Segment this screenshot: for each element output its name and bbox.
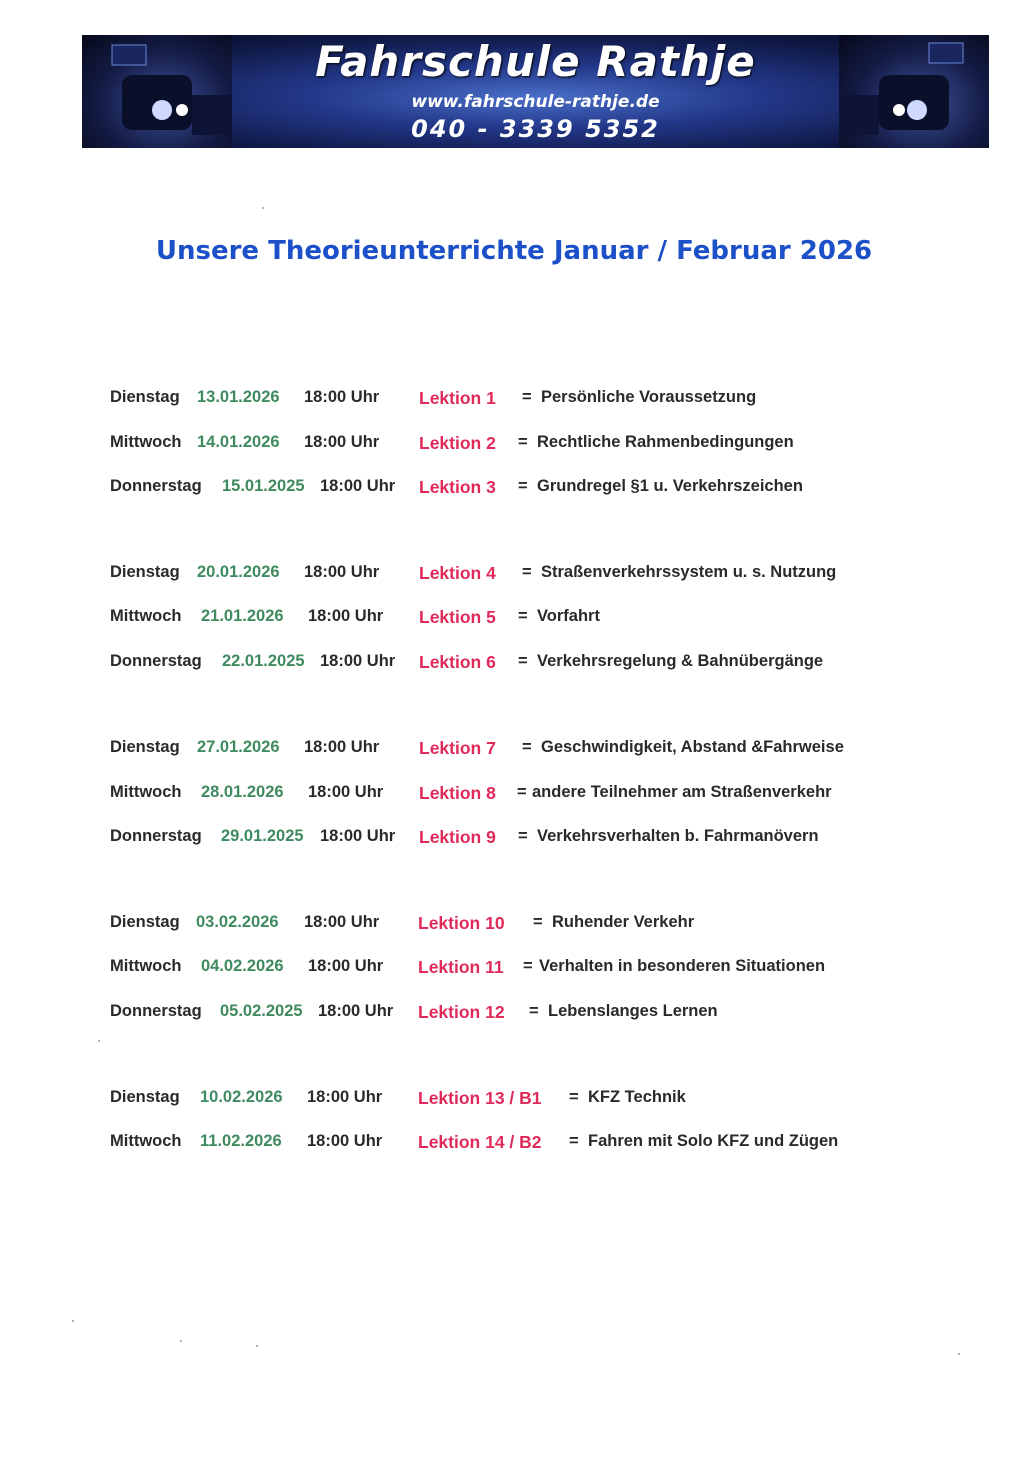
weekday: Donnerstag	[110, 652, 202, 670]
lesson-topic: andere Teilnehmer am Straßenverkehr	[532, 783, 832, 801]
time: 18:00 Uhr	[320, 827, 396, 845]
lesson-topic: Verkehrsregelung & Bahnübergänge	[537, 652, 824, 670]
schedule-row	[0, 913, 1028, 943]
time: 18:00 Uhr	[304, 433, 380, 451]
schedule-row	[0, 783, 1028, 813]
scan-speck	[180, 1340, 182, 1342]
equals-sign: =	[533, 913, 543, 931]
page-title: Unsere Theorieunterrichte Januar / Februar 2026	[155, 236, 873, 266]
lesson-number: Lektion 12	[418, 1002, 505, 1022]
schedule-row	[0, 957, 1028, 987]
schedule-row	[0, 1088, 1028, 1118]
date: 20.01.2026	[197, 563, 280, 581]
date: 29.01.2025	[221, 827, 304, 845]
weekday: Dienstag	[110, 563, 180, 581]
equals-sign: =	[522, 738, 532, 756]
date: 03.02.2026	[196, 913, 279, 931]
equals-sign: =	[522, 563, 532, 581]
date: 22.01.2025	[222, 652, 305, 670]
date: 13.01.2026	[197, 388, 280, 406]
equals-sign: =	[522, 388, 532, 406]
schedule-row	[0, 738, 1028, 768]
schedule-row	[0, 477, 1028, 507]
lesson-topic: Ruhender Verkehr	[552, 913, 695, 931]
time: 18:00 Uhr	[308, 783, 384, 801]
lesson-topic: KFZ Technik	[588, 1088, 686, 1106]
date: 15.01.2025	[222, 477, 305, 495]
schedule-row	[0, 433, 1028, 463]
lesson-topic: Verkehrsverhalten b. Fahrmanövern	[537, 827, 819, 845]
time: 18:00 Uhr	[304, 388, 380, 406]
date: 21.01.2026	[201, 607, 284, 625]
lesson-topic: Geschwindigkeit, Abstand &Fahrweise	[541, 738, 844, 756]
lesson-topic: Lebenslanges Lernen	[548, 1002, 718, 1020]
equals-sign: =	[518, 607, 528, 625]
lesson-topic: Fahren mit Solo KFZ und Zügen	[588, 1132, 839, 1150]
schedule-row	[0, 563, 1028, 593]
time: 18:00 Uhr	[318, 1002, 394, 1020]
equals-sign: =	[523, 957, 533, 975]
scan-speck	[72, 1320, 74, 1322]
schedule-row	[0, 827, 1028, 857]
lesson-number: Lektion 5	[419, 607, 496, 627]
equals-sign: =	[518, 433, 528, 451]
time: 18:00 Uhr	[320, 477, 396, 495]
schedule-row	[0, 652, 1028, 682]
date: 11.02.2026	[200, 1132, 282, 1150]
equals-sign: =	[529, 1002, 539, 1020]
scan-speck	[256, 1345, 258, 1347]
date: 05.02.2025	[220, 1002, 303, 1020]
lesson-number: Lektion 3	[419, 477, 496, 497]
weekday: Mittwoch	[110, 783, 182, 801]
lesson-number: Lektion 11	[418, 957, 504, 977]
weekday: Donnerstag	[110, 477, 202, 495]
equals-sign: =	[569, 1132, 579, 1150]
lesson-topic: Vorfahrt	[537, 607, 600, 625]
equals-sign: =	[518, 827, 528, 845]
scan-speck	[98, 1040, 100, 1042]
lesson-number: Lektion 7	[419, 738, 496, 758]
lesson-topic: Grundregel §1 u. Verkehrszeichen	[537, 477, 803, 495]
school-name: Fahrschule Rathje	[315, 37, 756, 86]
schedule-row	[0, 388, 1028, 418]
weekday: Donnerstag	[110, 1002, 202, 1020]
weekday: Dienstag	[110, 388, 180, 406]
lesson-number: Lektion 9	[419, 827, 496, 847]
equals-sign: =	[518, 477, 528, 495]
time: 18:00 Uhr	[320, 652, 396, 670]
time: 18:00 Uhr	[304, 913, 380, 931]
weekday: Dienstag	[110, 1088, 180, 1106]
lesson-topic: Persönliche Voraussetzung	[541, 388, 757, 406]
phone-number: 040 - 3339 5352	[411, 115, 660, 143]
date: 28.01.2026	[201, 783, 284, 801]
header-banner	[82, 35, 989, 148]
lesson-number: Lektion 6	[419, 652, 496, 672]
website-url: www.fahrschule-rathje.de	[411, 92, 660, 112]
lesson-number: Lektion 8	[419, 783, 496, 803]
lesson-number: Lektion 2	[419, 433, 496, 453]
time: 18:00 Uhr	[308, 957, 384, 975]
schedule-row	[0, 1002, 1028, 1032]
weekday: Mittwoch	[110, 957, 182, 975]
time: 18:00 Uhr	[307, 1088, 383, 1106]
scan-speck	[958, 1353, 960, 1355]
lesson-number: Lektion 13 / B1	[418, 1088, 542, 1108]
scan-speck	[262, 207, 264, 209]
date: 10.02.2026	[200, 1088, 283, 1106]
time: 18:00 Uhr	[308, 607, 384, 625]
time: 18:00 Uhr	[307, 1132, 383, 1150]
equals-sign: =	[517, 783, 527, 801]
time: 18:00 Uhr	[304, 738, 380, 756]
weekday: Dienstag	[110, 738, 180, 756]
time: 18:00 Uhr	[304, 563, 380, 581]
date: 27.01.2026	[197, 738, 280, 756]
lesson-number: Lektion 1	[419, 388, 496, 408]
lesson-topic: Straßenverkehrssystem u. s. Nutzung	[541, 563, 837, 581]
schedule-row	[0, 1132, 1028, 1162]
lesson-topic: Rechtliche Rahmenbedingungen	[537, 433, 794, 451]
weekday: Donnerstag	[110, 827, 202, 845]
lesson-number: Lektion 4	[419, 563, 496, 583]
date: 04.02.2026	[201, 957, 284, 975]
schedule-row	[0, 607, 1028, 637]
lesson-topic: Verhalten in besonderen Situationen	[539, 957, 826, 975]
equals-sign: =	[569, 1088, 579, 1106]
weekday: Mittwoch	[110, 433, 182, 451]
lesson-number: Lektion 14 / B2	[418, 1132, 542, 1152]
lesson-number: Lektion 10	[418, 913, 505, 933]
weekday: Mittwoch	[110, 1132, 182, 1150]
weekday: Dienstag	[110, 913, 180, 931]
date: 14.01.2026	[197, 433, 280, 451]
equals-sign: =	[518, 652, 528, 670]
weekday: Mittwoch	[110, 607, 182, 625]
